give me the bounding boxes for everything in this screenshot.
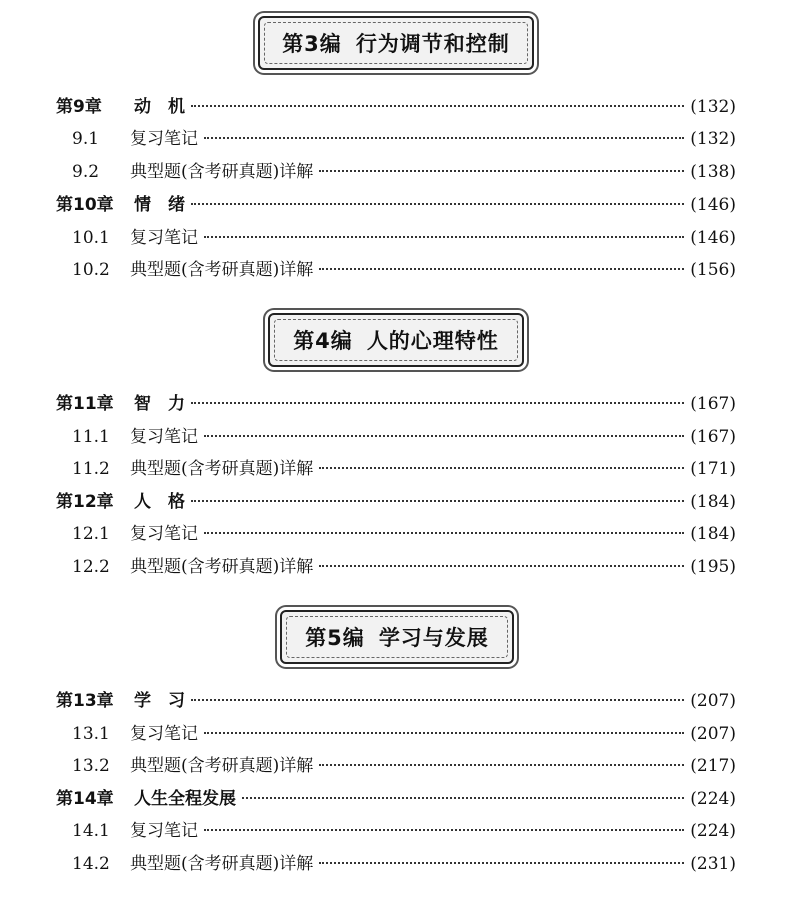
page-number: (132)	[690, 129, 736, 149]
part-title: 行为调节和控制	[355, 32, 510, 56]
section-title: 典型题(含考研真题)详解	[130, 260, 314, 280]
page-number: (138)	[690, 162, 736, 182]
leader-dots	[242, 797, 684, 799]
toc-section-12-2[interactable]	[56, 554, 736, 580]
part-number: 第4编	[293, 329, 353, 353]
page-number: (184)	[690, 524, 736, 544]
toc-chapter-12[interactable]	[56, 489, 736, 515]
chapter-title: 智 力	[134, 394, 185, 414]
toc-section-9-1[interactable]	[56, 126, 736, 152]
leader-dots	[191, 500, 684, 502]
part-number: 第5编	[305, 626, 365, 650]
page-number: (171)	[690, 459, 736, 479]
section-title: 典型题(含考研真题)详解	[130, 756, 314, 776]
page-number: (224)	[690, 789, 736, 809]
leader-dots	[319, 764, 684, 766]
page-number: (195)	[690, 557, 736, 577]
section-number: 11.1	[72, 427, 110, 447]
page-number: (167)	[690, 394, 736, 414]
page-number: (184)	[690, 492, 736, 512]
section-title: 复习笔记	[130, 427, 198, 447]
page-number: (224)	[690, 821, 736, 841]
chapter-number: 第12章	[56, 492, 114, 512]
leader-dots	[204, 829, 684, 831]
leader-dots	[191, 203, 684, 205]
section-number: 13.2	[72, 756, 110, 776]
toc-chapter-11[interactable]	[56, 391, 736, 417]
leader-dots	[204, 435, 684, 437]
leader-dots	[204, 137, 684, 139]
page-number: (217)	[690, 756, 736, 776]
part-number: 第3编	[282, 32, 342, 56]
toc-chapter-9[interactable]	[56, 94, 736, 120]
page-number: (207)	[690, 691, 736, 711]
toc-section-9-2[interactable]	[56, 159, 736, 185]
section-number: 11.2	[72, 459, 110, 479]
leader-dots	[319, 268, 684, 270]
leader-dots	[319, 170, 684, 172]
page-number: (146)	[690, 228, 736, 248]
part-banner-5	[280, 610, 514, 664]
section-number: 10.2	[72, 260, 110, 280]
section-number: 12.2	[72, 557, 110, 577]
chapter-number: 第10章	[56, 195, 114, 215]
section-title: 复习笔记	[130, 524, 198, 544]
section-title: 复习笔记	[130, 129, 198, 149]
chapter-number: 第13章	[56, 691, 114, 711]
leader-dots	[191, 699, 684, 701]
chapter-title: 人 格	[134, 492, 185, 512]
section-number: 9.1	[72, 129, 100, 149]
section-title: 典型题(含考研真题)详解	[130, 557, 314, 577]
toc-section-11-2[interactable]	[56, 456, 736, 482]
toc-section-11-1[interactable]	[56, 424, 736, 450]
toc-section-10-1[interactable]	[56, 225, 736, 251]
part-title: 学习与发展	[378, 626, 489, 650]
chapter-title: 动 机	[134, 97, 185, 117]
toc-chapter-14[interactable]	[56, 786, 736, 812]
section-number: 14.2	[72, 854, 110, 874]
toc-chapter-10[interactable]	[56, 192, 736, 218]
leader-dots	[319, 862, 684, 864]
section-title: 复习笔记	[130, 821, 198, 841]
part-title: 人的心理特性	[366, 329, 499, 353]
section-title: 典型题(含考研真题)详解	[130, 162, 314, 182]
chapter-title: 情 绪	[134, 195, 185, 215]
toc-section-14-2[interactable]	[56, 851, 736, 877]
part-banner-3	[258, 16, 534, 70]
chapter-number: 第11章	[56, 394, 114, 414]
part-banner-4	[268, 313, 524, 367]
section-title: 典型题(含考研真题)详解	[130, 854, 314, 874]
section-number: 10.1	[72, 228, 110, 248]
leader-dots	[319, 467, 684, 469]
chapter-title: 学 习	[134, 691, 185, 711]
section-number: 12.1	[72, 524, 110, 544]
leader-dots	[204, 532, 684, 534]
toc-section-12-1[interactable]	[56, 521, 736, 547]
leader-dots	[319, 565, 684, 567]
page-number: (146)	[690, 195, 736, 215]
toc-section-13-2[interactable]	[56, 753, 736, 779]
section-number: 14.1	[72, 821, 110, 841]
section-title: 复习笔记	[130, 228, 198, 248]
page-number: (207)	[690, 724, 736, 744]
chapter-number: 第14章	[56, 789, 114, 809]
chapter-title: 人生全程发展	[134, 789, 236, 809]
toc-section-14-1[interactable]	[56, 818, 736, 844]
page-number: (156)	[690, 260, 736, 280]
toc-chapter-13[interactable]	[56, 688, 736, 714]
section-title: 复习笔记	[130, 724, 198, 744]
section-number: 13.1	[72, 724, 110, 744]
toc-section-10-2[interactable]	[56, 257, 736, 283]
leader-dots	[191, 402, 684, 404]
leader-dots	[191, 105, 684, 107]
section-title: 典型题(含考研真题)详解	[130, 459, 314, 479]
toc-section-13-1[interactable]	[56, 721, 736, 747]
section-number: 9.2	[72, 162, 100, 182]
page-number: (167)	[690, 427, 736, 447]
leader-dots	[204, 732, 684, 734]
page-number: (132)	[690, 97, 736, 117]
chapter-number: 第9章	[56, 97, 102, 117]
leader-dots	[204, 236, 684, 238]
page-number: (231)	[690, 854, 736, 874]
